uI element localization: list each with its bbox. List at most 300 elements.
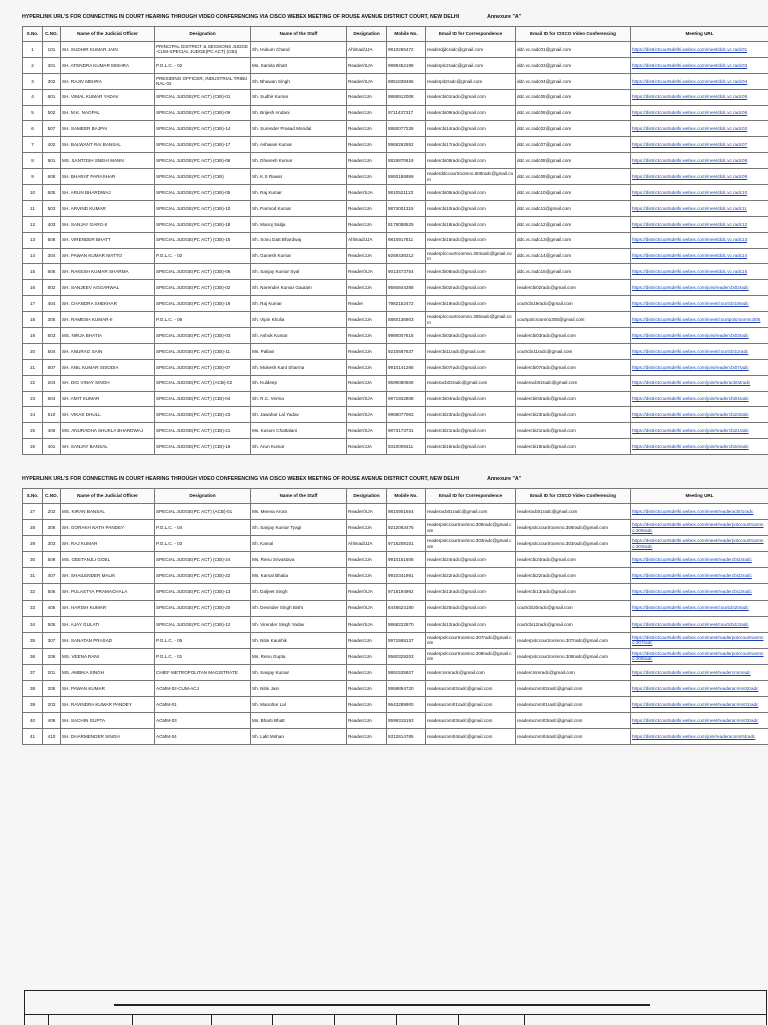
cell-officer-designation: SPECIAL JUDGE(PC ACT) (CBI)-18 — [155, 216, 251, 232]
cell-email-cisco: readercbi02radc@gmail.com — [516, 280, 631, 296]
sheet-1 — [0, 14, 768, 459]
cell-email-cisco: ddc.vc.radc13@gmail.com — [516, 232, 631, 248]
cell-meeting-url[interactable]: https://districtcourtsdelhi.webex.com/meet/ddc.vc.radc02 — [631, 121, 768, 137]
cell-officer-name: SH. RAJIV MEHRA — [61, 73, 155, 89]
cell-officer-designation: P.O.L.C. - 02 — [155, 248, 251, 264]
table-row — [23, 552, 768, 568]
cell-staff-name: Ms. Pallavi — [251, 343, 347, 359]
table-row — [23, 407, 768, 423]
cell-staff-designation: Reader/JJA — [347, 280, 387, 296]
cell-meeting-url[interactable]: https://districtcourtsdelhi.webex.com/meet/readercbi24radc — [631, 552, 768, 568]
cell-meeting-url[interactable]: https://districtcourtsdelhi.webex.com/meet/ddc.vc.radc13 — [631, 232, 768, 248]
cell-mobile: 9810901654 — [387, 504, 426, 520]
cell-meeting-url[interactable]: https://districtcourtsdelhi.webex.com/meet/courtcbi19radc — [631, 296, 768, 312]
cell-email-cisco: readercbi07radc@gmail.com — [516, 359, 631, 375]
cell-staff-designation: Ahlmad/JJA — [347, 42, 387, 58]
cell-mobile: 8860136903 — [387, 312, 426, 328]
cell-meeting-url[interactable]: https://districtcourtsdelhi.webex.com/meet/readercmmradc — [631, 664, 768, 680]
cell-email-cisco: ddc.vc.radc08@gmail.com — [516, 153, 631, 169]
cell-sno: 29 — [23, 536, 43, 552]
cell-sno: 15 — [23, 264, 43, 280]
cell-mobile: 9643289900 — [387, 697, 426, 713]
cell-meeting-url[interactable]: https://districtcourtsdelhi.webex.com/meet/ddc.vc.radc04 — [631, 73, 768, 89]
cell-email-cisco: ddc.vc.radc14@gmail.com — [516, 248, 631, 264]
schedule-table-2 — [22, 488, 768, 745]
cell-staff-designation: Reader/SJA — [347, 504, 387, 520]
cell-mobile: 9212063475 — [387, 520, 426, 536]
cell-officer-name: SH. SANJAY BANSAL — [61, 439, 155, 455]
cell-officer-name: SH. VIMAL KUMAR YADAV — [61, 89, 155, 105]
cell-meeting-url[interactable]: https://districtcourtsdelhi.webex.com/meet/readeracmm02radc — [631, 681, 768, 697]
table-row — [23, 137, 768, 153]
cell-meeting-url[interactable]: https://districtcourtsdelhi.webex.com/join/readercbi03radc — [631, 328, 768, 344]
cell-officer-designation: PRINCIPAL DISTRICT & SESSIONS JUDGE-CUM-SPECIAL JUDGE(PC ACT) (CBI) — [155, 42, 251, 58]
cell-email-cisco: readerpolccourtroomno.306radc@gmail.com — [516, 520, 631, 536]
cell-meeting-url[interactable]: https://districtcourtsdelhi.webex.com/meet/ddc.vc.radc09 — [631, 169, 768, 185]
cell-email-cisco: readeracmm02radc@gmail.com — [516, 681, 631, 697]
cell-email-cisco: readercbi03radc@gmail.com — [516, 328, 631, 344]
column-header-staff-designation: Designation — [347, 27, 387, 42]
header-title: HYPERLINK URL'S FOR CONNECTING IN COURT HEARING THROUGH VIDEO CONFERENCING VIA CISCO WEBEX MEETING OF ROUSE AVENUE DISTRICT COURT, NEW DELHI — [22, 14, 459, 20]
cell-sno: 34 — [23, 616, 43, 632]
cell-cno: 505 — [43, 616, 61, 632]
table-row — [23, 312, 768, 328]
table-row — [23, 536, 768, 552]
cell-staff-name: Sh. R.C. Verma — [251, 391, 347, 407]
cell-sno: 16 — [23, 280, 43, 296]
cell-mobile: 8448624180 — [387, 600, 426, 616]
cell-meeting-url[interactable]: https://districtcourtsdelhi.webex.com/meet/ddc.vc.radc14 — [631, 248, 768, 264]
table-row — [23, 600, 768, 616]
cell-staff-name: Sh. Devinder Singh Bisht — [251, 600, 347, 616]
cell-email-correspondence: readeracmm01radc@gmail.com — [426, 697, 516, 713]
cell-sno: 30 — [23, 552, 43, 568]
cell-meeting-url[interactable]: https://districtcourtsdelhi.webex.com/meet/ddc.vc.radc03 — [631, 57, 768, 73]
cell-staff-name: Ms. Renu Srivastava — [251, 552, 347, 568]
cell-cno: 306 — [43, 520, 61, 536]
cell-email-cisco: readerpolccourtroomno.303radc@gmail.com — [516, 536, 631, 552]
cell-mobile: 8851838466 — [387, 73, 426, 89]
cell-email-cisco: readeracb02radc@gmail.com — [516, 375, 631, 391]
cell-meeting-url[interactable]: https://districtcourtsdelhi.webex.com/meet/readerpolccourtroomno.303radc — [631, 536, 768, 552]
cell-staff-name: Sh. Ashok Kumar — [251, 328, 347, 344]
column-header-officer-designation: Designation — [155, 489, 251, 504]
cell-email-correspondence: readercbi19radc@gmail.com — [426, 296, 516, 312]
cell-email-cisco: courtpolcroomno305@gmail.com — [516, 312, 631, 328]
column-header-officer-designation: Designation — [155, 27, 251, 42]
cell-meeting-url[interactable]: https://districtcourtsdelhi.webex.com/join/readeracb02radc — [631, 375, 768, 391]
cell-staff-name: Sh. Manohar Lal — [251, 697, 347, 713]
cell-officer-designation: SPECIAL JUDGE(PC ACT) (CBI)-24 — [155, 552, 251, 568]
cell-email-cisco: ddc.vc.radc15@gmail.com — [516, 264, 631, 280]
cell-meeting-url[interactable]: https://districtcourtsdelhi.webex.com/meet/ddc.vc.radc06 — [631, 105, 768, 121]
cell-staff-name: Sh. Lalit Mohan — [251, 729, 347, 745]
cell-officer-name: SH. ARVIND KUMAR — [61, 200, 155, 216]
cell-email-correspondence: readerpolccourtroomno.303radc@gmail.com — [426, 536, 516, 552]
column-header-meeting-url: Meeting URL — [631, 27, 768, 42]
cell-meeting-url[interactable]: https://districtcourtsdelhi.webex.com/meet/readeracmm01radc — [631, 697, 768, 713]
cell-officer-name: MS. NIRJA BHATIA — [61, 328, 155, 344]
cell-sno: 8 — [23, 153, 43, 169]
cell-staff-name: Ms. Samita Bhatt — [251, 57, 347, 73]
cell-cno: 409 — [43, 713, 61, 729]
cell-officer-designation: SPECIAL JUDGE(PC ACT) (CBI)-20 — [155, 600, 251, 616]
cell-officer-name: SH. RAKESH KUMAR SHARMA — [61, 264, 155, 280]
cell-cno: 501 — [43, 153, 61, 169]
cell-officer-name: SH. VIRENDER BHATT — [61, 232, 155, 248]
cell-meeting-url[interactable]: https://districtcourtsdelhi.webex.com/meet/courtcbi20radc — [631, 600, 768, 616]
cell-officer-designation: P.O.L.C. - 02 — [155, 57, 251, 73]
cell-meeting-url[interactable]: https://districtcourtsdelhi.webex.com/meet/readerpolccourtroomno.308radc — [631, 648, 768, 664]
cell-email-correspondence: readerdjdcradc@gmail.com — [426, 42, 516, 58]
cell-officer-name: SH. PAWAN KUMAR MATTO — [61, 248, 155, 264]
table-row — [23, 73, 768, 89]
cell-mobile: 9971568137 — [387, 632, 426, 648]
column-header-officer-name: Name of the Judicial Officer — [61, 27, 155, 42]
cell-meeting-url[interactable]: https://districtcourtsdelhi.webex.com/meet/courtcbi11radc — [631, 343, 768, 359]
cell-staff-name: Sh. Nitin Jain — [251, 681, 347, 697]
cell-meeting-url[interactable]: https://districtcourtsdelhi.webex.com/join/readeracmm04radc — [631, 729, 768, 745]
cell-staff-name: Sh. Daljeet Singh — [251, 584, 347, 600]
table-row — [23, 169, 768, 185]
cell-staff-designation: Reader/JJA — [347, 729, 387, 745]
cell-email-cisco: ddc.vc.radc12@gmail.com — [516, 216, 631, 232]
cell-email-cisco: ddc.vc.radc09@gmail.com — [516, 169, 631, 185]
cell-mobile: 8826870619 — [387, 153, 426, 169]
table-row — [23, 520, 768, 536]
cell-meeting-url[interactable]: https://districtcourtsdelhi.webex.com/meet/ddc.vc.radc01 — [631, 42, 768, 58]
sheet-header — [22, 476, 768, 488]
cell-email-correspondence: readercbi05radc@gmail.com — [426, 185, 516, 201]
cell-staff-designation: Reader/JJA — [347, 552, 387, 568]
cell-cno: 403 — [43, 216, 61, 232]
cell-officer-designation: SPECIAL JUDGE(PC ACT) (CBI) — [155, 169, 251, 185]
cell-sno: 20 — [23, 343, 43, 359]
cell-officer-designation: ACMM-03 — [155, 713, 251, 729]
cell-sno: 36 — [23, 648, 43, 664]
cell-meeting-url[interactable]: https://districtcourtsdelhi.webex.com/meet/readerpolccourtroomno.306radc — [631, 520, 768, 536]
cell-cno: 301 — [43, 57, 61, 73]
cell-officer-name: SH. RAMESH KUMAR-II — [61, 312, 155, 328]
cell-meeting-url[interactable]: https://districtcourtsdelhi.webex.com/meet/ddc.vc.radc15 — [631, 264, 768, 280]
cell-email-cisco: readeracb01radc@gmail.com — [516, 504, 631, 520]
cell-cno: 206 — [43, 648, 61, 664]
table-row — [23, 616, 768, 632]
cell-email-correspondence: readerplc2radc@gmail.com — [426, 57, 516, 73]
cell-staff-designation: Reader/SJA — [347, 73, 387, 89]
cell-sno: 41 — [23, 729, 43, 745]
table-row — [23, 296, 768, 312]
cell-mobile: 9873173731 — [387, 423, 426, 439]
table-row — [23, 439, 768, 455]
cell-officer-designation: PRESIDING OFFICER, INDUSTRIAL TRIBUNAL-02 — [155, 73, 251, 89]
cell-staff-designation: Ahlmad/JJA — [347, 232, 387, 248]
cell-email-correspondence: readercbi12radc@gmail.com — [426, 616, 516, 632]
cell-staff-name: Ms. Kusum Chattalani — [251, 423, 347, 439]
cell-cno: 410 — [43, 729, 61, 745]
cell-officer-designation: SPECIAL JUDGE(PC ACT) (CBI)-08 — [155, 153, 251, 169]
cell-sno: 33 — [23, 600, 43, 616]
cell-staff-name: Sh. Manoj Satija — [251, 216, 347, 232]
table-row — [23, 248, 768, 264]
cell-officer-name: SH. VIKAS DHULL — [61, 407, 155, 423]
cell-staff-name: Ms. Kamal Bhatia — [251, 568, 347, 584]
cell-mobile: 9560844288 — [387, 280, 426, 296]
column-header-cno: C.NO. — [43, 27, 61, 42]
table-row — [23, 200, 768, 216]
cell-email-cisco: readercmmradc@gmail.com — [516, 664, 631, 680]
cell-email-cisco: readercbi21radc@gmail.com — [516, 423, 631, 439]
cell-sno: 25 — [23, 423, 43, 439]
cell-mobile: 9013473754 — [387, 264, 426, 280]
cell-cno: 304 — [43, 248, 61, 264]
cell-officer-name: MS. AMBIKA SINGH — [61, 664, 155, 680]
table-row — [23, 153, 768, 169]
cell-email-cisco: ddc.vc.radc11@gmail.com — [516, 200, 631, 216]
cell-mobile: 9312614785 — [387, 729, 426, 745]
cell-sno: 27 — [23, 504, 43, 520]
cell-cno: 601 — [43, 89, 61, 105]
table-body-2 — [23, 504, 768, 745]
cell-meeting-url[interactable]: https://districtcourtsdelhi.webex.com/join/readercbi04radc — [631, 391, 768, 407]
cell-email-correspondence: readercbi14radc@gmail.com — [426, 121, 516, 137]
cell-sno: 37 — [23, 664, 43, 680]
cell-cno: 504 — [43, 343, 61, 359]
cell-mobile: 9910141266 — [387, 359, 426, 375]
cell-sno: 3 — [23, 73, 43, 89]
cell-cno: 302 — [43, 73, 61, 89]
cell-officer-name: SH. CHANDRA SHEKHAR — [61, 296, 155, 312]
cell-mobile: 9599080606 — [387, 375, 426, 391]
cell-officer-name: SH. SHAILENDER MALIK — [61, 568, 155, 584]
cell-officer-designation: SPECIAL JUDGE(PC ACT) (CBI)-10 — [155, 200, 251, 216]
cell-cno: 401 — [43, 439, 61, 455]
cell-meeting-url[interactable]: https://districtcourtsdelhi.webex.com/meet/readerpolccourtroomno.307radc — [631, 632, 768, 648]
cell-staff-name: Sh. Kuldeep — [251, 375, 347, 391]
cell-sno: 26 — [23, 439, 43, 455]
table-row — [23, 584, 768, 600]
cell-sno: 14 — [23, 248, 43, 264]
cell-meeting-url[interactable]: https://districtcourtsdelhi.webex.com/meet/ddc.vc.radc12 — [631, 216, 768, 232]
cell-email-cisco: readercbi23radc@gmail.com — [516, 407, 631, 423]
cell-email-correspondence: readeracb02radc@gmail.com — [426, 375, 516, 391]
cell-staff-designation: Reader/JJA — [347, 200, 387, 216]
cell-meeting-url[interactable]: https://districtcourtsdelhi.webex.com/join/readercbi21radc — [631, 423, 768, 439]
cell-cno: 407 — [43, 568, 61, 584]
cell-cno: 604 — [43, 391, 61, 407]
cell-cno: 509 — [43, 552, 61, 568]
cell-officer-designation: SPECIAL JUDGE(PC ACT) (CBI)-19 — [155, 296, 251, 312]
cell-cno: 406 — [43, 423, 61, 439]
cell-meeting-url[interactable]: https://districtcourtsdelhi.webex.com/meet/ddc.vc.radc05 — [631, 89, 768, 105]
cell-meeting-url[interactable]: https://districtcourtsdelhi.webex.com/meet/readercbi13radc — [631, 584, 768, 600]
cell-staff-name: Sh. Sanjay Kumar Tyagi — [251, 520, 347, 536]
cell-officer-designation: P.O.L.C. - 04 — [155, 520, 251, 536]
cell-cno: 502 — [43, 105, 61, 121]
cell-officer-name: SH. ANIL KUMAR SISODIA — [61, 359, 155, 375]
cell-email-correspondence: readercbi17radc@gmail.com — [426, 137, 516, 153]
table-header-row — [23, 489, 768, 504]
cell-email-correspondence: readeracmm02radc@gmail.com — [426, 681, 516, 697]
cell-sno: 35 — [23, 632, 43, 648]
cell-email-cisco: readerpolccourtroomno.307radc@gmail.com — [516, 632, 631, 648]
cell-mobile: 9868912008 — [387, 89, 426, 105]
cell-staff-designation: Reader/JJA — [347, 121, 387, 137]
cell-email-cisco: readercbi04radc@gmail.com — [516, 391, 631, 407]
cell-sno: 13 — [23, 232, 43, 248]
table-row — [23, 648, 768, 664]
cell-email-correspondence: readerplccourtroomno.305radc@gmail.com — [426, 312, 516, 328]
cell-officer-designation: CHIEF METROPOLITAN MAGISTRATE — [155, 664, 251, 680]
cell-email-correspondence: readerddccourtroomno.608radc@gmail.com — [426, 169, 516, 185]
cell-email-cisco: ddc.vc.radc07@gmail.com — [516, 137, 631, 153]
cell-mobile: 9868222870 — [387, 616, 426, 632]
cell-cno: 402 — [43, 137, 61, 153]
cell-email-correspondence: readerpolccourtroomno.306radc@gmail.com — [426, 520, 516, 536]
cell-officer-name: SH. GORAKH NATH PANDEY — [61, 520, 155, 536]
column-header-sno: S.No. — [23, 489, 43, 504]
cell-meeting-url[interactable]: https://districtcourtsdelhi.webex.com/meet/readeracb01radc — [631, 504, 768, 520]
table-row — [23, 568, 768, 584]
cell-meeting-url[interactable]: https://districtcourtsdelhi.webex.com/join/readercbi23radc — [631, 407, 768, 423]
cell-cno: 307 — [43, 632, 61, 648]
cell-sno: 38 — [23, 681, 43, 697]
cell-officer-name: SH. PULASTYA PRAMACHALA — [61, 584, 155, 600]
cell-meeting-url[interactable]: https://districtcourtsdelhi.webex.com/meet/ddc.vc.radc10 — [631, 185, 768, 201]
cell-staff-name: Sh. Parmod Kumar — [251, 200, 347, 216]
cell-sno: 11 — [23, 200, 43, 216]
table-body-1 — [23, 42, 768, 455]
table-row — [23, 391, 768, 407]
cell-officer-designation: SPECIAL JUDGE(PC ACT) (CBI)-04 — [155, 391, 251, 407]
table-row — [23, 729, 768, 745]
cell-mobile: 9810917811 — [387, 232, 426, 248]
cell-officer-name: MS. GEETANJLI GOEL — [61, 552, 155, 568]
cell-meeting-url[interactable]: https://districtcourtsdelhi.webex.com/meet/readeracmm03radc — [631, 713, 768, 729]
cell-cno: 203 — [43, 697, 61, 713]
header-title: HYPERLINK URL'S FOR CONNECTING IN COURT HEARING THROUGH VIDEO CONFERENCING VIA CISCO WEBEX MEETING OF ROUSE AVENUE DISTRICT COURT, NEW DELHI — [22, 476, 459, 482]
cell-email-cisco: ddc.vc.radc10@gmail.com — [516, 185, 631, 201]
cell-email-cisco: readercbi24radc@gmail.com — [516, 552, 631, 568]
cell-officer-name: SH. SANATAN PRASAD — [61, 632, 155, 648]
cell-email-correspondence: readeracmm04radc@gmail.com — [426, 729, 516, 745]
cell-cno: 101 — [43, 42, 61, 58]
cell-cno: 202 — [43, 504, 61, 520]
cell-officer-name: SH. DHARMENDER SINGH — [61, 729, 155, 745]
cell-staff-designation: Reader/JJA — [347, 568, 387, 584]
cell-meeting-url[interactable]: https://districtcourtsdelhi.webex.com/meet/courtcbi12radc — [631, 616, 768, 632]
cell-meeting-url[interactable]: https://districtcourtsdelhi.webex.com/meet/courtpolcroomno305 — [631, 312, 768, 328]
cell-cno: 303 — [43, 536, 61, 552]
table-row — [23, 185, 768, 201]
cell-mobile: 9310009311 — [387, 439, 426, 455]
cell-officer-name: SH. SANJEEV AGGARWAL — [61, 280, 155, 296]
cell-email-cisco: courtcbi11radc@gmail.com — [516, 343, 631, 359]
cell-staff-designation: Reader/SJA — [347, 185, 387, 201]
cell-staff-name: Sh. Raj Kumar — [251, 296, 347, 312]
cell-mobile: 9910266472 — [387, 42, 426, 58]
cell-meeting-url[interactable]: https://districtcourtsdelhi.webex.com/join/readercbi16radc — [631, 439, 768, 455]
cell-email-correspondence: readercbi15radc@gmail.com — [426, 232, 516, 248]
cell-meeting-url[interactable]: https://districtcourtsdelhi.webex.com/join/readercbi07radc — [631, 359, 768, 375]
cell-officer-name: MS. VEENA RANI — [61, 648, 155, 664]
cell-staff-name: Sh. Jawahar Lal Yadav — [251, 407, 347, 423]
cell-sno: 2 — [23, 57, 43, 73]
table-row — [23, 375, 768, 391]
cell-staff-designation: Reader/JJA — [347, 359, 387, 375]
cell-email-cisco: ddc.vc.radc04@gmail.com — [516, 73, 631, 89]
cell-staff-designation: Reader/SJA — [347, 391, 387, 407]
cell-mobile: 9968077063 — [387, 407, 426, 423]
cell-staff-designation: Reader/JJA — [347, 681, 387, 697]
cell-meeting-url[interactable]: https://districtcourtsdelhi.webex.com/meet/ddc.vc.radc11 — [631, 200, 768, 216]
table-row — [23, 232, 768, 248]
cell-email-correspondence: readeracb01radc@gmail.com — [426, 504, 516, 520]
cell-email-correspondence: readercbi01radc@gmail.com — [426, 89, 516, 105]
cell-officer-name: SH. RAJ KUMAR — [61, 536, 155, 552]
cell-meeting-url[interactable]: https://districtcourtsdelhi.webex.com/meet/ddc.vc.radc08 — [631, 153, 768, 169]
cell-mobile: 8860186959 — [387, 169, 426, 185]
cell-cno: 405 — [43, 600, 61, 616]
column-header-mobile: Mobile No. — [387, 27, 426, 42]
table-row — [23, 343, 768, 359]
cell-sno: 5 — [23, 105, 43, 121]
cell-officer-name: SH. AJAY GULATI — [61, 616, 155, 632]
cell-mobile: 9891535927 — [387, 664, 426, 680]
cell-sno: 12 — [23, 216, 43, 232]
cell-staff-designation: Reader/SJA — [347, 264, 387, 280]
cell-meeting-url[interactable]: https://districtcourtsdelhi.webex.com/meet/ddc.vc.radc07 — [631, 137, 768, 153]
cell-officer-designation: SPECIAL JUDGE(PC ACT) (CBI)-22 — [155, 568, 251, 584]
cell-meeting-url[interactable]: https://districtcourtsdelhi.webex.com/join/readercbi02radc — [631, 280, 768, 296]
cell-officer-name: SH. SAMEER BAJPAI — [61, 121, 155, 137]
table-row — [23, 423, 768, 439]
column-header-email-cisco: Email ID for CISCO Video Conferencing — [516, 489, 631, 504]
cell-email-correspondence: readeracmm03radc@gmail.com — [426, 713, 516, 729]
cell-meeting-url[interactable]: https://districtcourtsdelhi.webex.com/meet/readercbi22radc — [631, 568, 768, 584]
cell-staff-designation: Reader/SJA — [347, 584, 387, 600]
blank-form-frame — [24, 990, 766, 1024]
table-row — [23, 105, 768, 121]
cell-officer-designation: P.O.L.C. - 06 — [155, 312, 251, 328]
cell-cno: 205 — [43, 681, 61, 697]
cell-sno: 7 — [23, 137, 43, 153]
cell-sno: 21 — [23, 359, 43, 375]
cell-email-correspondence: readercbi22radc@gmail.com — [426, 568, 516, 584]
cell-officer-name: SH. ATENDRA KUMAR MISHRA — [61, 57, 155, 73]
cell-staff-designation: Reader/JJA — [347, 105, 387, 121]
table-row — [23, 713, 768, 729]
cell-cno: 606 — [43, 264, 61, 280]
cell-staff-name: Sh. Sudhir Kumar — [251, 89, 347, 105]
cell-email-cisco: courtcbi20radc@gmail.com — [516, 600, 631, 616]
cell-email-correspondence: readercbi24radc@gmail.com — [426, 552, 516, 568]
cell-cno: 506 — [43, 584, 61, 600]
cell-cno: 607 — [43, 359, 61, 375]
cell-sno: 6 — [23, 121, 43, 137]
cell-email-correspondence: readercbi07radc@gmail.com — [426, 359, 516, 375]
cell-officer-name: SH. AMIT KUMAR — [61, 391, 155, 407]
cell-mobile: 9873001315 — [387, 200, 426, 216]
cell-staff-name: Sh. Dharesh Kumar — [251, 153, 347, 169]
cell-staff-name: Sh. Bhawan Singh — [251, 73, 347, 89]
table-row — [23, 632, 768, 648]
cell-mobile: 9599315193 — [387, 713, 426, 729]
column-header-email-correspondence: Email ID for Correspondence — [426, 489, 516, 504]
cell-officer-designation: SPECIAL JUDGE(PC ACT) (CBI)-06 — [155, 264, 251, 280]
cell-officer-name: SH. DIG VINAY SINGH — [61, 375, 155, 391]
cell-staff-designation: Reader/JJA — [347, 343, 387, 359]
